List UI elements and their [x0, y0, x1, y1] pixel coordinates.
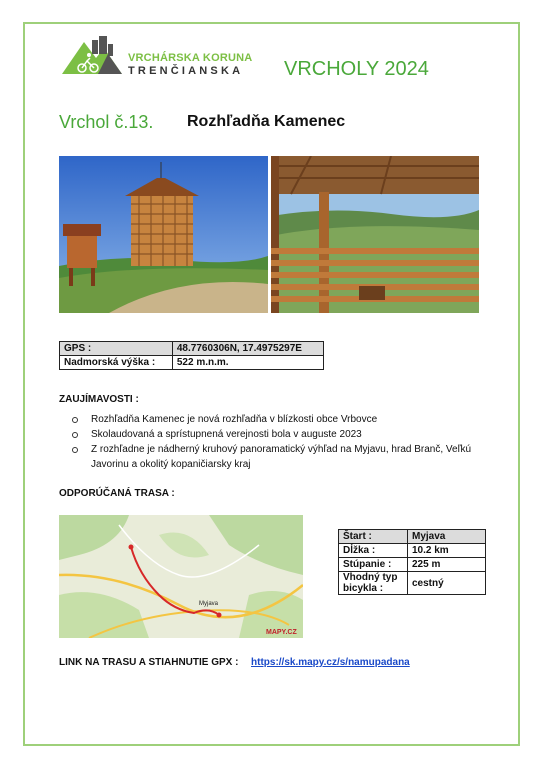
table-row	[339, 572, 486, 595]
table-row	[60, 342, 324, 356]
brand-line-1: VRCHÁRSKA KORUNA	[128, 52, 253, 64]
gps-label: GPS :	[60, 342, 173, 356]
highlights-title: ZAUJÍMAVOSTI :	[59, 394, 139, 405]
list-item: Rozhľadňa Kamenec je nová rozhľadňa v blízkosti obce Vrbovce	[72, 412, 472, 427]
length-label: Dĺžka :	[339, 544, 408, 558]
ascent-label: Stúpanie :	[339, 558, 408, 572]
map-brand-logo: MAPY.CZ	[266, 629, 297, 636]
map-town-label: Myjava	[199, 601, 219, 607]
gps-info-table	[59, 341, 324, 370]
ascent-value: 225 m	[408, 558, 486, 572]
bike-type-label: Vhodný typ bicykla :	[339, 572, 408, 595]
view-photo	[271, 156, 479, 313]
list-item: Skolaudovaná a sprístupnená verejnosti bola v auguste 2023	[72, 427, 472, 442]
tower-photo	[59, 156, 268, 313]
length-value: 10.2 km	[408, 544, 486, 558]
table-row	[339, 544, 486, 558]
table-row	[60, 356, 324, 370]
altitude-value: 522 m.n.m.	[172, 356, 323, 370]
bullet-icon	[72, 417, 78, 423]
peak-number: Vrchol č.13.	[59, 112, 154, 132]
table-row	[339, 558, 486, 572]
link-label: LINK NA TRASU A STIAHNUTIE GPX :	[59, 657, 239, 668]
list-item: Z rozhľadne je nádherný kruhový panoramatický výhľad na Myjavu, hrad Branč, Veľkú Javorinu a okolitý kopaničiarsky kraj	[72, 442, 472, 472]
gps-value: 48.7760306N, 17.4975297E	[172, 342, 323, 356]
altitude-label: Nadmorská výška :	[60, 356, 173, 370]
route-title: ODPORÚČANÁ TRASA :	[59, 488, 175, 499]
start-label: Štart :	[339, 530, 408, 544]
peak-name: Rozhľadňa Kamenec	[187, 113, 346, 130]
route-link[interactable]: https://sk.mapy.cz/s/namupadana	[251, 657, 410, 668]
route-info-table	[338, 529, 486, 595]
highlights-list	[72, 412, 472, 472]
bullet-icon	[72, 447, 78, 453]
edition-title: VRCHOLY 2024	[284, 58, 429, 80]
brand-line-2: TRENČIANSKA	[128, 65, 244, 77]
bike-type-value: cestný	[408, 572, 486, 595]
logo-mountain-cyclist-icon	[62, 36, 122, 76]
bullet-icon	[72, 432, 78, 438]
table-row	[339, 530, 486, 544]
route-map[interactable]	[59, 515, 303, 638]
start-value: Myjava	[408, 530, 486, 544]
